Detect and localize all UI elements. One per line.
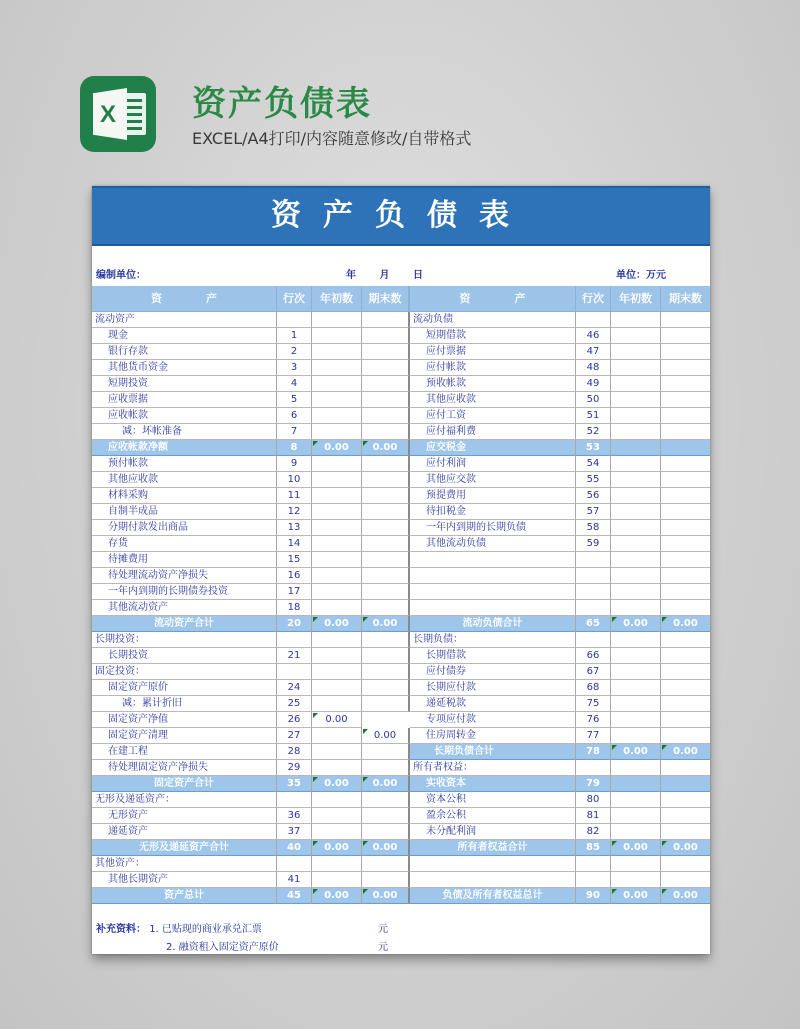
- item-label-cell[interactable]: [410, 872, 576, 888]
- line-number-cell[interactable]: [576, 872, 611, 888]
- end-value-cell[interactable]: 0.00: [661, 888, 710, 904]
- item-label-cell[interactable]: 无形及递延资产合计: [92, 840, 277, 856]
- begin-value-cell[interactable]: [611, 392, 661, 408]
- prepared-by-label: 编制单位：: [96, 270, 146, 281]
- col-header-end-left: 期末数: [362, 286, 410, 312]
- table-row-liabilities: [92, 632, 710, 648]
- end-value-cell[interactable]: 0.00: [661, 840, 710, 856]
- line-number-cell[interactable]: 1: [277, 328, 312, 344]
- line-number-cell[interactable]: 20: [277, 616, 312, 632]
- table-row-liabilities: [92, 424, 710, 440]
- line-number-cell[interactable]: 53: [576, 440, 611, 456]
- item-label-cell[interactable]: 应付帐款: [410, 360, 576, 376]
- item-label-cell[interactable]: 其他货币资金: [92, 360, 277, 376]
- item-label-cell[interactable]: 其他流动资产: [92, 600, 277, 616]
- item-label-cell[interactable]: 应收帐款净额: [92, 440, 277, 456]
- table-row-liabilities: [92, 504, 710, 520]
- end-value-cell[interactable]: [661, 776, 710, 792]
- line-number-cell[interactable]: 4: [277, 376, 312, 392]
- end-value-cell[interactable]: [661, 424, 710, 440]
- item-label-cell[interactable]: 其他资产：: [92, 856, 277, 872]
- item-label-cell[interactable]: 待摊费用: [92, 552, 277, 568]
- line-number-cell[interactable]: 28: [277, 744, 312, 760]
- begin-value-cell[interactable]: [611, 632, 661, 648]
- line-number-cell[interactable]: 65: [576, 616, 611, 632]
- item-label-cell[interactable]: 未分配利润: [410, 824, 576, 840]
- line-number-cell[interactable]: 77: [576, 728, 611, 744]
- line-number-cell[interactable]: 90: [576, 888, 611, 904]
- table-row-liabilities: [92, 888, 710, 904]
- line-number-cell[interactable]: 5: [277, 392, 312, 408]
- table-row-liabilities: [92, 408, 710, 424]
- begin-value-cell[interactable]: 0.00: [312, 776, 362, 792]
- col-header-begin-left: 年初数: [312, 286, 362, 312]
- item-label-cell[interactable]: 负债及所有者权益总计: [410, 888, 576, 904]
- line-number-cell[interactable]: 49: [576, 376, 611, 392]
- end-value-cell[interactable]: [661, 856, 710, 872]
- table-row-liabilities: [92, 648, 710, 664]
- line-number-cell[interactable]: 14: [277, 536, 312, 552]
- table-row-liabilities: [92, 776, 710, 792]
- table-row-liabilities: [92, 456, 710, 472]
- line-number-cell[interactable]: 52: [576, 424, 611, 440]
- begin-value-cell[interactable]: 0.00: [611, 616, 661, 632]
- balance-sheet-document: [92, 186, 710, 954]
- line-number-cell[interactable]: 50: [576, 392, 611, 408]
- end-value-cell[interactable]: [661, 808, 710, 824]
- item-label-cell[interactable]: 应交税金: [410, 440, 576, 456]
- begin-value-cell[interactable]: [611, 696, 661, 712]
- line-number-cell[interactable]: 59: [576, 536, 611, 552]
- begin-value-cell[interactable]: [611, 568, 661, 584]
- line-number-cell[interactable]: 16: [277, 568, 312, 584]
- table-row-liabilities: [92, 568, 710, 584]
- begin-value-cell[interactable]: [611, 312, 661, 328]
- begin-value-cell[interactable]: [611, 872, 661, 888]
- item-label-cell[interactable]: 应付利润: [410, 456, 576, 472]
- begin-value-cell[interactable]: 0.00: [611, 888, 661, 904]
- begin-value-cell[interactable]: [611, 456, 661, 472]
- line-number-cell[interactable]: 8: [277, 440, 312, 456]
- item-label-cell[interactable]: 递延税款: [410, 696, 576, 712]
- item-label-cell[interactable]: 预付帐款: [92, 456, 277, 472]
- table-header-row: [92, 286, 710, 312]
- end-value-cell[interactable]: [661, 504, 710, 520]
- item-label-cell[interactable]: 流动资产: [92, 312, 277, 328]
- end-value-cell[interactable]: 0.00: [661, 616, 710, 632]
- begin-value-cell[interactable]: 0.00: [312, 840, 362, 856]
- table-row-liabilities: [92, 536, 710, 552]
- item-label-cell[interactable]: [410, 856, 576, 872]
- line-number-cell[interactable]: 41: [277, 872, 312, 888]
- table-row-liabilities: [92, 856, 710, 872]
- end-value-cell[interactable]: [661, 760, 710, 776]
- line-number-cell[interactable]: 37: [277, 824, 312, 840]
- line-number-cell[interactable]: 47: [576, 344, 611, 360]
- end-value-cell[interactable]: [661, 488, 710, 504]
- unit-label: 单位：万元: [616, 270, 666, 281]
- line-number-cell[interactable]: 67: [576, 664, 611, 680]
- table-row-liabilities: [92, 696, 710, 712]
- end-value-cell[interactable]: [661, 584, 710, 600]
- supplement-item-unit: 元: [378, 924, 388, 935]
- col-header-assets-left: 资 产: [92, 286, 277, 312]
- supplement-line-1: [96, 920, 388, 935]
- item-label-cell[interactable]: 长期借款: [410, 648, 576, 664]
- line-number-cell[interactable]: 13: [277, 520, 312, 536]
- item-label-cell[interactable]: 固定资产净值: [92, 712, 277, 728]
- line-number-cell[interactable]: [576, 312, 611, 328]
- item-label-cell[interactable]: 在建工程: [92, 744, 277, 760]
- line-number-cell[interactable]: [576, 552, 611, 568]
- line-number-cell[interactable]: 36: [277, 808, 312, 824]
- end-value-cell[interactable]: [661, 680, 710, 696]
- table-row-liabilities: [92, 872, 710, 888]
- line-number-cell[interactable]: 6: [277, 408, 312, 424]
- table-row-liabilities: [92, 440, 710, 456]
- line-number-cell[interactable]: 10: [277, 472, 312, 488]
- item-label-cell[interactable]: 其他流动负债: [410, 536, 576, 552]
- line-number-cell[interactable]: 25: [277, 696, 312, 712]
- end-value-cell[interactable]: [661, 440, 710, 456]
- excel-x-letter: X: [100, 101, 117, 128]
- begin-value-cell[interactable]: [611, 472, 661, 488]
- supplement-item-text: 2. 融资租入固定资产原价: [166, 942, 279, 953]
- begin-value-cell[interactable]: [611, 664, 661, 680]
- table-row-liabilities: [92, 584, 710, 600]
- item-label-cell[interactable]: [410, 568, 576, 584]
- line-number-cell[interactable]: 46: [576, 328, 611, 344]
- line-number-cell[interactable]: 27: [277, 728, 312, 744]
- item-label-cell[interactable]: 其他应交款: [410, 472, 576, 488]
- begin-value-cell[interactable]: [611, 424, 661, 440]
- line-number-cell[interactable]: 58: [576, 520, 611, 536]
- line-number-cell[interactable]: 3: [277, 360, 312, 376]
- item-label-cell[interactable]: 所有者权益：: [410, 760, 576, 776]
- item-label-cell[interactable]: [410, 584, 576, 600]
- begin-value-cell[interactable]: [611, 584, 661, 600]
- end-value-cell[interactable]: [661, 552, 710, 568]
- item-label-cell[interactable]: 实收资本: [410, 776, 576, 792]
- table-row-liabilities: [92, 312, 710, 328]
- table-row-liabilities: [92, 376, 710, 392]
- col-header-end-right: 期末数: [661, 286, 710, 312]
- item-label-cell[interactable]: 应付工资: [410, 408, 576, 424]
- item-label-cell[interactable]: 应付债券: [410, 664, 576, 680]
- item-label-cell[interactable]: 流动负债合计: [410, 616, 576, 632]
- table-row-liabilities: [92, 664, 710, 680]
- end-value-cell[interactable]: [661, 648, 710, 664]
- line-number-cell[interactable]: [576, 568, 611, 584]
- line-number-cell[interactable]: 55: [576, 472, 611, 488]
- begin-value-cell[interactable]: [611, 440, 661, 456]
- item-label-cell[interactable]: 其他长期资产: [92, 872, 277, 888]
- end-value-cell[interactable]: [661, 408, 710, 424]
- item-label-cell[interactable]: 无形资产: [92, 808, 277, 824]
- item-label-cell[interactable]: 银行存款: [92, 344, 277, 360]
- table-row-liabilities: [92, 680, 710, 696]
- supplement-label: 补充资料：: [96, 924, 146, 935]
- line-number-cell[interactable]: 68: [576, 680, 611, 696]
- item-label-cell[interactable]: 材料采购: [92, 488, 277, 504]
- item-label-cell[interactable]: 长期负债：: [410, 632, 576, 648]
- end-value-cell[interactable]: [661, 376, 710, 392]
- item-label-cell[interactable]: 流动资产合计: [92, 616, 277, 632]
- table-row-liabilities: [92, 328, 710, 344]
- table-row-liabilities: [92, 344, 710, 360]
- table-row-liabilities: [92, 600, 710, 616]
- line-number-cell[interactable]: [576, 632, 611, 648]
- supplement-item-text: 1. 已贴现的商业承兑汇票: [149, 924, 262, 935]
- line-number-cell[interactable]: 12: [277, 504, 312, 520]
- table-row-liabilities: [92, 360, 710, 376]
- table-row-liabilities: [92, 744, 710, 760]
- line-number-cell[interactable]: 54: [576, 456, 611, 472]
- begin-value-cell[interactable]: [611, 488, 661, 504]
- line-number-cell[interactable]: 45: [277, 888, 312, 904]
- item-label-cell[interactable]: 资产总计: [92, 888, 277, 904]
- begin-value-cell[interactable]: [611, 376, 661, 392]
- item-label-cell[interactable]: 固定资产清理: [92, 728, 277, 744]
- line-number-cell[interactable]: [576, 600, 611, 616]
- item-label-cell[interactable]: 流动负债: [410, 312, 576, 328]
- line-number-cell[interactable]: 29: [277, 760, 312, 776]
- col-header-line-left: 行次: [277, 286, 312, 312]
- begin-value-cell[interactable]: [611, 536, 661, 552]
- line-number-cell[interactable]: 26: [277, 712, 312, 728]
- end-value-cell[interactable]: 0.00: [661, 744, 710, 760]
- table-row-liabilities: [92, 760, 710, 776]
- begin-value-cell[interactable]: [611, 776, 661, 792]
- begin-value-cell[interactable]: 0.00: [312, 616, 362, 632]
- begin-value-cell[interactable]: [611, 792, 661, 808]
- line-number-cell[interactable]: 40: [277, 840, 312, 856]
- item-label-cell[interactable]: 其他应收款: [92, 472, 277, 488]
- item-label-cell[interactable]: 存货: [92, 536, 277, 552]
- end-value-cell[interactable]: [661, 696, 710, 712]
- end-value-cell[interactable]: [661, 360, 710, 376]
- item-label-cell[interactable]: 所有者权益合计: [410, 840, 576, 856]
- end-value-cell[interactable]: [661, 632, 710, 648]
- begin-value-cell[interactable]: [611, 600, 661, 616]
- item-label-cell[interactable]: 预提费用: [410, 488, 576, 504]
- end-value-cell[interactable]: [661, 728, 710, 744]
- col-header-assets-right: 资 产: [410, 286, 576, 312]
- begin-value-cell[interactable]: [611, 808, 661, 824]
- table-row-liabilities: [92, 616, 710, 632]
- begin-value-cell[interactable]: 0.00: [611, 744, 661, 760]
- table-row-liabilities: [92, 392, 710, 408]
- end-value-cell[interactable]: [661, 472, 710, 488]
- end-value-cell[interactable]: [661, 344, 710, 360]
- item-label-cell[interactable]: 减：累计折旧: [92, 696, 277, 712]
- begin-value-cell[interactable]: 0.00: [312, 712, 362, 728]
- page-title: 资产负债表: [192, 84, 372, 124]
- item-label-cell[interactable]: 应收票据: [92, 392, 277, 408]
- item-label-cell[interactable]: 待处理流动资产净损失: [92, 568, 277, 584]
- end-value-cell[interactable]: [661, 600, 710, 616]
- line-number-cell[interactable]: [576, 760, 611, 776]
- begin-value-cell[interactable]: [611, 408, 661, 424]
- begin-value-cell[interactable]: [611, 856, 661, 872]
- item-label-cell[interactable]: 长期投资：: [92, 632, 277, 648]
- item-label-cell[interactable]: 资本公积: [410, 792, 576, 808]
- end-value-cell[interactable]: 0.00: [362, 776, 410, 792]
- line-number-cell[interactable]: [576, 856, 611, 872]
- begin-value-cell[interactable]: [611, 360, 661, 376]
- item-label-cell[interactable]: 应付票据: [410, 344, 576, 360]
- begin-value-cell[interactable]: [611, 328, 661, 344]
- item-label-cell[interactable]: 应收帐款: [92, 408, 277, 424]
- line-number-cell[interactable]: 76: [576, 712, 611, 728]
- item-label-cell[interactable]: 一年内到期的长期负债: [410, 520, 576, 536]
- item-label-cell[interactable]: 待处理固定资产净损失: [92, 760, 277, 776]
- end-value-cell[interactable]: 0.00: [362, 888, 410, 904]
- begin-value-cell[interactable]: [611, 504, 661, 520]
- end-value-cell[interactable]: [661, 712, 710, 728]
- item-label-cell[interactable]: 预收帐款: [410, 376, 576, 392]
- end-value-cell[interactable]: [661, 312, 710, 328]
- item-label-cell[interactable]: 固定投资：: [92, 664, 277, 680]
- line-number-cell[interactable]: 51: [576, 408, 611, 424]
- item-label-cell[interactable]: 待扣税金: [410, 504, 576, 520]
- begin-value-cell[interactable]: 0.00: [312, 888, 362, 904]
- item-label-cell[interactable]: 短期投资: [92, 376, 277, 392]
- item-label-cell[interactable]: 应付福利费: [410, 424, 576, 440]
- end-value-cell[interactable]: [661, 792, 710, 808]
- item-label-cell[interactable]: 长期投资: [92, 648, 277, 664]
- line-number-cell[interactable]: 81: [576, 808, 611, 824]
- table-row-liabilities: [92, 824, 710, 840]
- end-value-cell[interactable]: 0.00: [362, 616, 410, 632]
- begin-value-cell[interactable]: [611, 824, 661, 840]
- item-label-cell[interactable]: [410, 552, 576, 568]
- line-number-cell[interactable]: 80: [576, 792, 611, 808]
- item-label-cell[interactable]: 长期负债合计: [410, 744, 576, 760]
- line-number-cell[interactable]: 2: [277, 344, 312, 360]
- table-row-liabilities: [92, 488, 710, 504]
- line-number-cell[interactable]: 11: [277, 488, 312, 504]
- end-value-cell[interactable]: [661, 872, 710, 888]
- line-number-cell[interactable]: 21: [277, 648, 312, 664]
- begin-value-cell[interactable]: 0.00: [312, 440, 362, 456]
- page-header: [80, 76, 600, 156]
- excel-icon: [80, 76, 156, 152]
- table-row-liabilities: [92, 840, 710, 856]
- begin-value-cell[interactable]: [611, 760, 661, 776]
- end-value-cell[interactable]: 0.00: [362, 440, 410, 456]
- table-row-liabilities: [92, 520, 710, 536]
- line-number-cell[interactable]: 15: [277, 552, 312, 568]
- end-value-cell[interactable]: 0.00: [362, 840, 410, 856]
- line-number-cell[interactable]: 35: [277, 776, 312, 792]
- line-number-cell[interactable]: 24: [277, 680, 312, 696]
- begin-value-cell[interactable]: [611, 648, 661, 664]
- begin-value-cell[interactable]: 0.00: [611, 840, 661, 856]
- item-label-cell[interactable]: 递延资产: [92, 824, 277, 840]
- item-label-cell[interactable]: 一年内到期的长期债券投资: [92, 584, 277, 600]
- line-number-cell[interactable]: 66: [576, 648, 611, 664]
- end-value-cell[interactable]: [661, 456, 710, 472]
- item-label-cell[interactable]: 专项应付款: [410, 712, 576, 728]
- line-number-cell[interactable]: 57: [576, 504, 611, 520]
- line-number-cell[interactable]: 17: [277, 584, 312, 600]
- item-label-cell[interactable]: 无形及递延资产：: [92, 792, 277, 808]
- item-label-cell[interactable]: [410, 600, 576, 616]
- item-label-cell[interactable]: 现金: [92, 328, 277, 344]
- date-label: 年 月 日: [346, 270, 423, 281]
- begin-value-cell[interactable]: [611, 520, 661, 536]
- table-row-liabilities: [92, 808, 710, 824]
- line-number-cell[interactable]: 78: [576, 744, 611, 760]
- end-value-cell[interactable]: [661, 520, 710, 536]
- end-value-cell[interactable]: [661, 824, 710, 840]
- item-label-cell[interactable]: 减：坏帐准备: [92, 424, 277, 440]
- line-number-cell[interactable]: 48: [576, 360, 611, 376]
- line-number-cell[interactable]: 79: [576, 776, 611, 792]
- begin-value-cell[interactable]: [611, 728, 661, 744]
- end-value-cell[interactable]: [661, 392, 710, 408]
- table-row-liabilities: [92, 728, 710, 744]
- end-value-cell[interactable]: 0.00: [362, 728, 410, 744]
- end-value-cell[interactable]: [661, 328, 710, 344]
- col-header-begin-right: 年初数: [611, 286, 661, 312]
- item-label-cell[interactable]: 住房周转金: [410, 728, 576, 744]
- end-value-cell[interactable]: [661, 664, 710, 680]
- item-label-cell[interactable]: 长期应付款: [410, 680, 576, 696]
- item-label-cell[interactable]: 短期借款: [410, 328, 576, 344]
- col-header-line-right: 行次: [576, 286, 611, 312]
- begin-value-cell[interactable]: [611, 552, 661, 568]
- line-number-cell[interactable]: 85: [576, 840, 611, 856]
- item-label-cell[interactable]: 盈余公积: [410, 808, 576, 824]
- line-number-cell[interactable]: 9: [277, 456, 312, 472]
- supplement-line-2: [166, 938, 388, 953]
- table-row-liabilities: [92, 792, 710, 808]
- item-label-cell[interactable]: 分期付款发出商品: [92, 520, 277, 536]
- sheet-banner-title: 资产负债表: [92, 186, 710, 246]
- table-row-liabilities: [92, 472, 710, 488]
- end-value-cell[interactable]: [661, 568, 710, 584]
- table-row-liabilities: [92, 552, 710, 568]
- supplement-item-unit: 元: [378, 942, 388, 953]
- line-number-cell[interactable]: 75: [576, 696, 611, 712]
- line-number-cell[interactable]: 7: [277, 424, 312, 440]
- end-value-cell[interactable]: [661, 536, 710, 552]
- item-label-cell[interactable]: 固定资产合计: [92, 776, 277, 792]
- line-number-cell[interactable]: 56: [576, 488, 611, 504]
- table-row-liabilities: [92, 712, 710, 728]
- begin-value-cell[interactable]: [611, 344, 661, 360]
- line-number-cell[interactable]: [576, 584, 611, 600]
- item-label-cell[interactable]: 其他应收款: [410, 392, 576, 408]
- item-label-cell[interactable]: 自制半成品: [92, 504, 277, 520]
- begin-value-cell[interactable]: [611, 680, 661, 696]
- item-label-cell[interactable]: 固定资产原价: [92, 680, 277, 696]
- begin-value-cell[interactable]: [611, 712, 661, 728]
- line-number-cell[interactable]: 82: [576, 824, 611, 840]
- page-subtitle: EXCEL/A4打印/内容随意修改/自带格式: [192, 129, 472, 148]
- line-number-cell[interactable]: 18: [277, 600, 312, 616]
